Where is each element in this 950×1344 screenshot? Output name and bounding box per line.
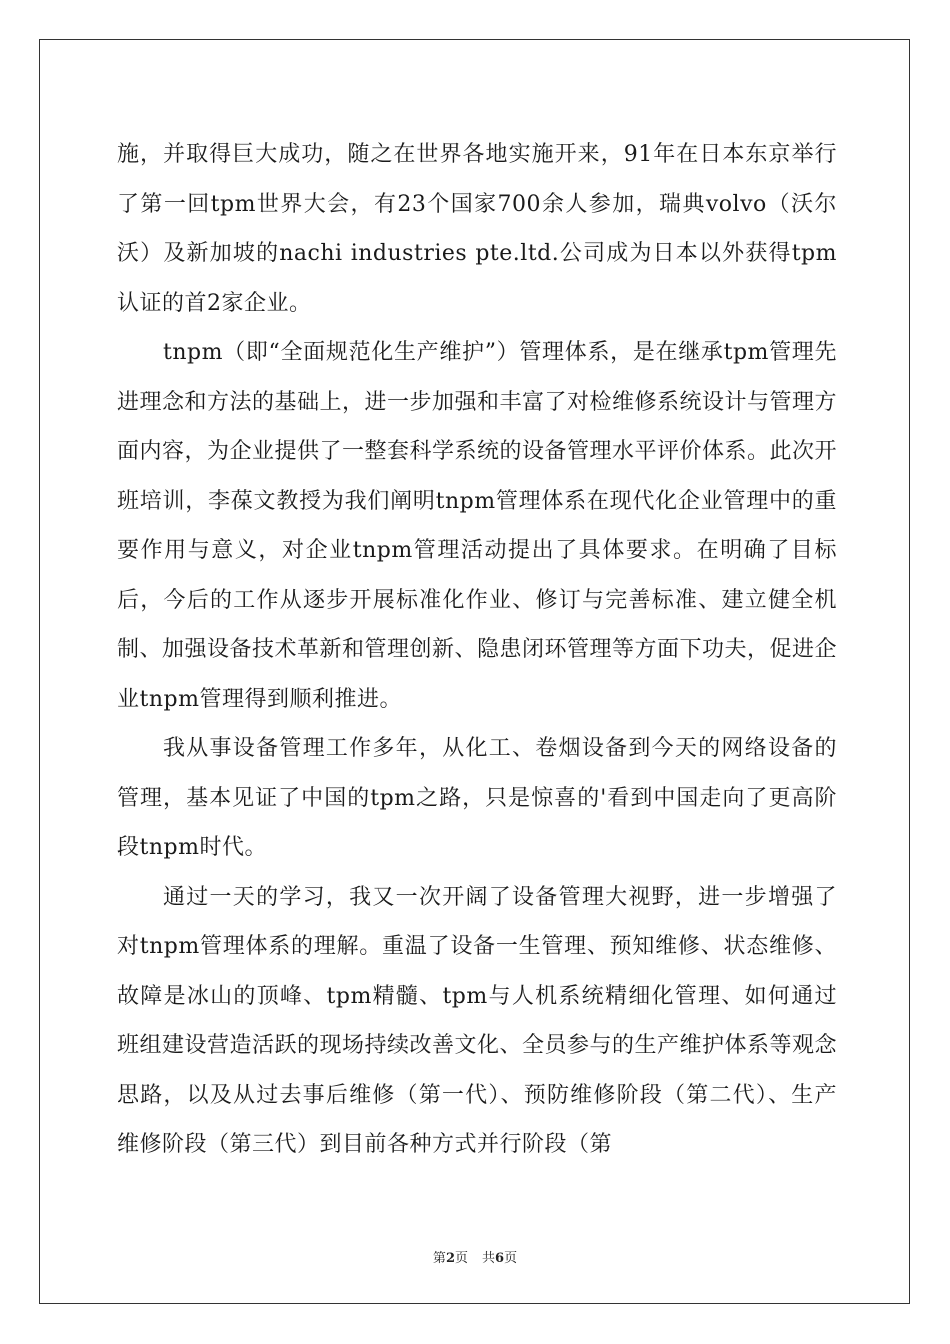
total-page-number: 6 <box>495 1251 505 1266</box>
total-unit: 页 <box>504 1251 518 1266</box>
paragraph-2: tnpm（即“全面规范化生产维护”）管理体系，是在继承tpm管理先进理念和方法的基础上，进一步加强和丰富了对检维修系统设计与管理方面内容，为企业提供了一整套科学系统的设备管理水平评价体系。此次开班培训，李葆文教授为我们阐明tnpm管理体系在现代化企业管理中的重要作用与意义，对企业tnpm管理活动提出了具体要求。在明确了目标后，今后的工作从逐步开展标准化作业、修订与完善标准、建立健全机制、加强设备技术革新和管理创新、隐患闭环管理等方面下功夫，促进企业tnpm管理得到顺利推进。 <box>117 340 838 712</box>
page-unit: 页 <box>454 1251 468 1266</box>
total-prefix: 共 <box>482 1251 496 1266</box>
paragraph-4: 通过一天的学习，我又一次开阔了设备管理大视野，进一步增强了对tnpm管理体系的理解。重温了设备一生管理、预知维修、状态维修、故障是冰山的顶峰、tpm精髓、tpm与人机系统精细化管理、如何通过班组建设营造活跃的现场持续改善文化、全员参与的生产维护体系等观念思路，以及从过去事后维修（第一代）、预防维修阶段（第二代）、生产维修阶段（第三代）到目前各种方式并行阶段（第 <box>117 884 838 1157</box>
document-body <box>117 130 837 1170</box>
page-footer <box>0 1247 950 1266</box>
page-prefix: 第 <box>432 1251 446 1266</box>
paragraph-1: 施，并取得巨大成功，随之在世界各地实施开来，91年在日本东京举行了第一回tpm世界大会，有23个国家700余人参加，瑞典volvo（沃尔沃）及新加坡的nachi industries pte.ltd.公司成为日本以外获得tpm认证的首2家企业。 <box>117 142 837 316</box>
current-page-number: 2 <box>445 1251 455 1266</box>
paragraph-3: 我从事设备管理工作多年，从化工、卷烟设备到今天的网络设备的管理，基本见证了中国的tpm之路，只是惊喜的'看到中国走向了更高阶段tnpm时代。 <box>117 736 837 860</box>
